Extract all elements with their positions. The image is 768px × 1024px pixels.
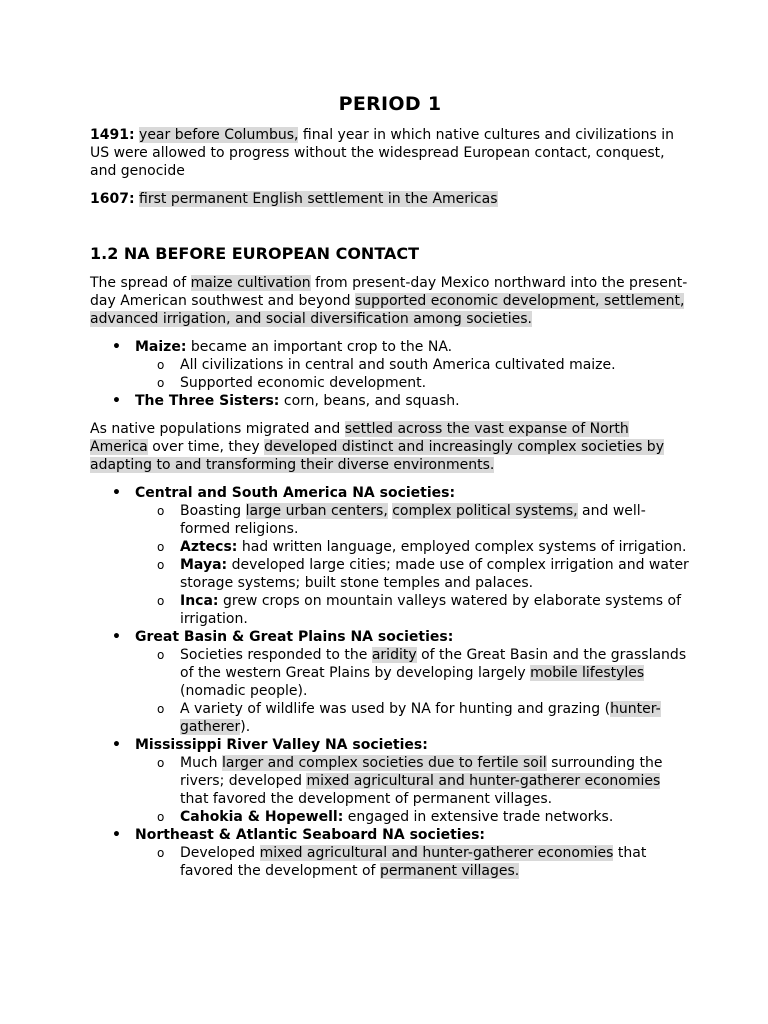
- sub-item: o All civilizations in central and south America cultivated maize.: [135, 356, 690, 374]
- sub-item-fertile-soil: o Much larger and complex societies due to fertile soil surrounding the rivers; developed mixed agricultural and hunter-gatherer economies that favored the development of permanent villages.: [135, 754, 690, 808]
- sub-item-aridity: o Societies responded to the aridity of the Great Basin and the grasslands of the western Great Plains by developing largely mobile lifestyles (nomadic people).: [135, 646, 690, 700]
- list-item-great-basin: • Great Basin & Great Plains NA societies: o Societies responded to the aridity of the Great Basin and the grasslands of the western Great Plains by developing largely mobile lifestyles (nomadic people). o A variety of wildlife was used by NA for hunting and grazing (hunter-gatherer).: [90, 628, 690, 736]
- section-heading: 1.2 NA BEFORE EUROPEAN CONTACT: [90, 244, 420, 263]
- paragraph-maize-spread: The spread of maize cultivation from present-day Mexico northward into the present-day American southwest and beyond supported economic development, settlement, advanced irrigation, and social diversification among societies.: [90, 275, 688, 327]
- list-item-central-south: • Central and South America NA societies: o Boasting large urban centers, complex political systems, and well-formed religions. o Aztecs: had written language, employed complex systems of irrigation. o Maya: developed large cities; made use of complex irrigation and water storage systems; built stone temples and palaces. o Inca: grew crops on mountain valleys watered by elaborate systems of irrigation.: [90, 484, 690, 628]
- list-item-mississippi: • Mississippi River Valley NA societies: o Much larger and complex societies due to fertile soil surrounding the rivers; developed mixed agricultural and hunter-gatherer economies that favored the development of permanent villages. o Cahokia & Hopewell: engaged in extensive trade networks.: [90, 736, 690, 826]
- northeast-sublist: [135, 844, 690, 880]
- crops-list: [90, 338, 690, 410]
- list-item-maize: • Maize: became an important crop to the NA. o All civilizations in central and south America cultivated maize. o Supported economic development.: [90, 338, 690, 392]
- mississippi-sublist: [135, 754, 690, 826]
- sub-item-wildlife: o A variety of wildlife was used by NA for hunting and grazing (hunter-gatherer).: [135, 700, 690, 736]
- intro-1607: 1607: first permanent English settlement in the Americas: [90, 191, 498, 207]
- spacer: [90, 218, 690, 244]
- intro-1491: 1491: year before Columbus, final year in which native cultures and civilizations in US were allowed to progress without the widespread European contact, conquest, and genocide: [90, 127, 675, 179]
- page-title: PERIOD 1: [338, 93, 442, 115]
- sub-item-inca: o Inca: grew crops on mountain valleys watered by elaborate systems of irrigation.: [135, 592, 690, 628]
- sub-item: o Supported economic development.: [135, 374, 690, 392]
- sub-item-maya: o Maya: developed large cities; made use of complex irrigation and water storage systems; built stone temples and palaces.: [135, 556, 690, 592]
- list-item-three-sisters: • The Three Sisters: corn, beans, and squash.: [90, 392, 690, 410]
- paragraph-migration: As native populations migrated and settled across the vast expanse of North America over time, they developed distinct and increasingly complex societies by adapting to and transforming their diverse environments.: [90, 421, 664, 473]
- document-body: [90, 92, 690, 890]
- list-item-northeast: • Northeast & Atlantic Seaboard NA societies: o Developed mixed agricultural and hunter-gatherer economies that favored the development of permanent villages.: [90, 826, 690, 880]
- sub-item-boasting: o Boasting large urban centers, complex political systems, and well-formed religions.: [135, 502, 690, 538]
- central-sublist: [135, 502, 690, 628]
- sub-item-mixed-economies: o Developed mixed agricultural and hunter-gatherer economies that favored the development of permanent villages.: [135, 844, 690, 880]
- basin-sublist: [135, 646, 690, 736]
- societies-list: [90, 484, 690, 880]
- sub-item-cahokia: o Cahokia & Hopewell: engaged in extensive trade networks.: [135, 808, 690, 826]
- sub-item-aztecs: o Aztecs: had written language, employed complex systems of irrigation.: [135, 538, 690, 556]
- maize-sublist: [135, 356, 690, 392]
